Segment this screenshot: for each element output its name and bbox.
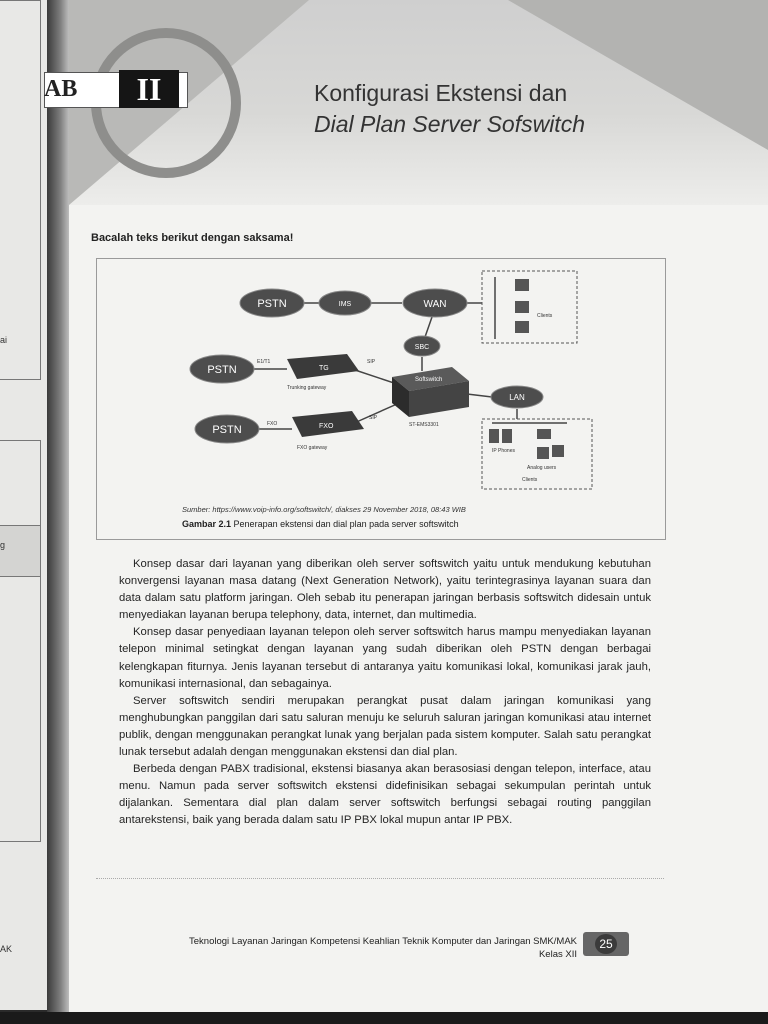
node-softswitch: Softswitch: [415, 377, 443, 383]
page-number-badge: [583, 932, 629, 956]
chapter-subtitle: Dial Plan Server Sofswitch: [314, 111, 585, 137]
figure-source: Sumber: https://www.voip-info.org/softswitch/, diakses 29 November 2018, 08:43 WIB: [182, 505, 466, 514]
label-model: ST-EMS3301: [409, 422, 439, 428]
ip-phones: [489, 429, 564, 459]
label-fxo-gateway: FXO gateway: [297, 445, 328, 451]
body-text: [119, 556, 651, 830]
cloud-labels: [207, 298, 525, 436]
paragraph: Konsep dasar dari layanan yang diberikan oleh server softswitch yaitu untuk mendukung kebutuhan konvergensi layanan masa datang (Next Generation Network), yaitu terintegrasinya layanan suara dan data dalam satu platform jaringan. Oleh sebab itu penerapan jaringan berbasis softswitch didesain untuk menyediakan layanan berupa telephony, data, internet, dan multimedia.: [119, 558, 651, 622]
chapter-title: Konfigurasi Ekstensi dan: [314, 80, 568, 106]
label-sip: SIP: [369, 415, 378, 421]
node-pstn: PSTN: [257, 298, 287, 310]
left-page-frame: [0, 0, 41, 380]
figure-number: Gambar 2.1: [182, 519, 232, 529]
reading-instruction: Bacalah teks berikut dengan saksama!: [91, 232, 294, 244]
node-sbc: SBC: [414, 344, 430, 351]
label-clients-bottom: Clients: [522, 477, 538, 483]
softswitch-server: [392, 367, 469, 417]
page-number: 25: [595, 934, 617, 954]
network-clouds: [190, 289, 543, 443]
label-sip: SIP: [367, 359, 376, 365]
chapter-number: II: [119, 70, 179, 108]
chapter-label: AB: [44, 76, 78, 102]
book-spine: [47, 0, 69, 1012]
label-analog-users: Analog users: [527, 465, 557, 471]
left-page-table-header: [0, 525, 41, 577]
footer-book-title: Teknologi Layanan Jaringan Kompetensi Keahlian Teknik Komputer dan Jaringan SMK/MAK: [189, 936, 577, 947]
node-lan: LAN: [509, 393, 525, 402]
node-pstn: PSTN: [207, 364, 237, 376]
scan-edge: [0, 1012, 768, 1024]
book-page: [44, 0, 768, 1012]
label-fxo-port: FXO: [267, 421, 278, 427]
paragraph: Server softswitch sendiri merupakan perangkat pusat dalam jaringan komunikasi yang menghubungkan panggilan dari satu saluran menuju ke seluruh saluran jaringan komunikasi atau internet publik, dengan menggunakan perangkat lunak yang berjalan pada sistem komputer. Salah satu perangkat lunak tersebut adalah dengan menggunakan ekstensi dan dial plan.: [119, 694, 651, 759]
figure-frame: [96, 258, 666, 540]
paragraph: Berbeda dengan PABX tradisional, ekstensi biasanya akan berasosiasi dengan telepon, interface, atau menu. Namun pada server softswitch ekstensi didefinisikan sebagai sekumpulan perintah untuk dijalankan. Sementara dial plan dalam server softswitch berfungsi sebagai routing panggilan antarekstensi, baik yang berada dalam satu IP PBX lokal mupun antar IP PBX.: [119, 763, 651, 827]
label-ip-phones: IP Phones: [492, 448, 515, 454]
label-clients-top: Clients: [537, 313, 553, 319]
left-page-table: [0, 440, 41, 842]
figure-caption-text: Penerapan ekstensi dan dial plan pada server softswitch: [233, 519, 459, 529]
network-diagram: [97, 259, 665, 504]
paragraph: Konsep dasar penyediaan layanan telepon oleh server softswitch harus mampu menyediakan layanan telepon minimal setingkat dengan layanan yang sudah diberikan oleh PSTN dengan berbagai kelengkapan fiturnya. Jenis layanan tersebut di antaranya yaitu komunikasi lokal, komunikasi jarak jauh, komunikasi internasional, dan sebagainya.: [119, 626, 651, 690]
client-computers: [515, 279, 529, 333]
node-ims: IMS: [338, 301, 352, 308]
footer-grade: Kelas XII: [538, 949, 577, 960]
left-page-text: AK: [0, 944, 13, 954]
left-page-text: g: [0, 540, 6, 550]
node-fxo: FXO: [319, 423, 334, 430]
node-wan: WAN: [423, 299, 447, 310]
node-pstn: PSTN: [212, 424, 242, 436]
figure-caption: [182, 519, 459, 529]
page-footer: [117, 935, 577, 961]
left-page-text: ai: [0, 335, 8, 345]
label-trunking-gateway: Trunking gateway: [287, 385, 327, 391]
adjacent-page: [0, 0, 48, 1010]
label-e1t1: E1/T1: [257, 359, 271, 365]
clients-group-top: [482, 271, 577, 343]
node-tg: TG: [319, 365, 329, 372]
